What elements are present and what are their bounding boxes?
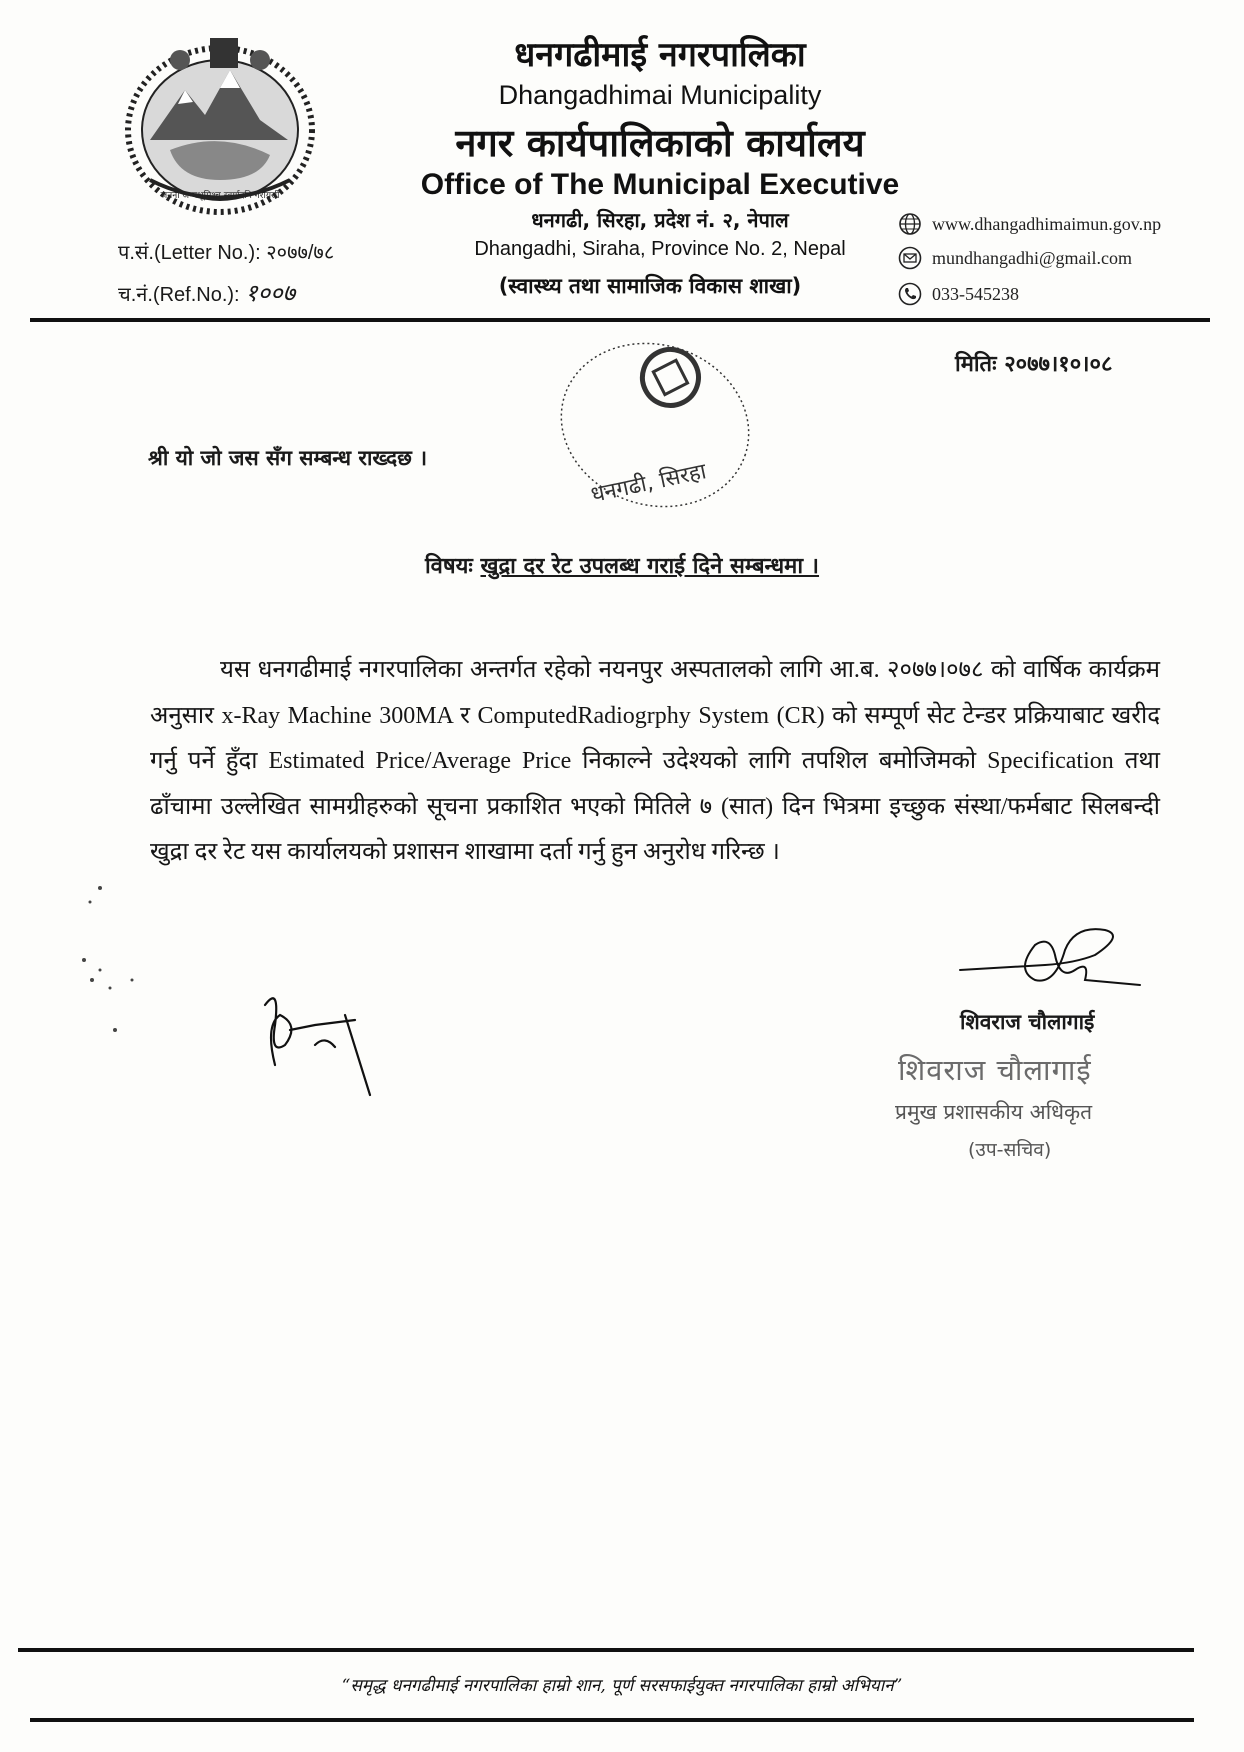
email-text: mundhangadhi@gmail.com: [932, 247, 1133, 268]
letter-subject: [0, 550, 1244, 580]
signatory-stamp-title: प्रमुख प्रशासकीय अधिकृत: [895, 1100, 1093, 1124]
address-en: Dhangadhi, Siraha, Province No. 2, Nepal: [474, 238, 846, 260]
office-seal-stamp: [545, 325, 765, 525]
reference-number-value: १००७: [245, 279, 296, 307]
letter-date: मितिः २०७७।१०।०८: [955, 352, 1113, 377]
website-text: www.dhangadhimaimun.gov.np: [932, 213, 1162, 234]
footer-divider-top: [18, 1648, 1194, 1652]
initials-signature: [255, 985, 405, 1105]
reference-number-label: च.नं.(Ref.No.):: [118, 284, 240, 306]
header-divider: [30, 318, 1210, 322]
signatory-stamp-rank: (उप-सचिव): [968, 1139, 1052, 1161]
letter-number-value: २०७७/७८: [266, 242, 335, 264]
official-signature: [955, 925, 1145, 1005]
letter-number: [118, 238, 334, 265]
contact-email: [898, 246, 1132, 270]
contact-phone: [898, 282, 1019, 306]
office-name-en: Office of The Municipal Executive: [420, 168, 900, 201]
section-name: (स्वास्थ्य तथा सामाजिक विकास शाखा): [498, 274, 802, 298]
office-name-np: नगर कार्यपालिकाको कार्यालय: [455, 121, 865, 165]
globe-icon: [898, 212, 922, 236]
mail-icon: [898, 246, 922, 270]
contact-website: [898, 212, 1161, 236]
municipality-name-en: Dhangadhimai Municipality: [498, 80, 822, 110]
footer-divider-bottom: [30, 1718, 1194, 1722]
subject-text: खुद्रा दर रेट उपलब्ध गराई दिने सम्बन्धमा ।: [480, 554, 820, 579]
footer-slogan: “समृद्ध धनगढीमाई नगरपालिका हाम्रो शान, पूर्ण सरसफाईयुक्त नगरपालिका हाम्रो अभियान”: [341, 1676, 903, 1696]
subject-label: विषयः: [424, 554, 473, 579]
signatory-stamp-name: शिवराज चौलागाई: [898, 1053, 1092, 1087]
municipality-name-np: धनगढीमाई नगरपालिका: [514, 35, 806, 75]
signatory-name: शिवराज चौलागाई: [960, 1010, 1095, 1034]
letter-body: यस धनगढीमाई नगरपालिका अन्तर्गत रहेको नयनपुर अस्पतालको लागि आ.ब. २०७७।०७८ को वार्षिक कार्यक्रम अनुसार x-Ray Machine 300MA र ComputedRadiogrphy System (CR) को सम्पूर्ण सेट टेन्डर प्रक्रियाबाट खरीद गर्नु पर्ने हुँदा Estimated Price/Average Price निकाल्ने उदेश्यको लागि तपशिल बमोजिमको Specification तथा ढाँचामा उल्लेखित सामग्रीहरुको सूचना प्रकाशित भएको मितिले ७ (सात) दिन भित्रमा इच्छुक संस्था/फर्मबाट सिलबन्दी खुद्रा दर रेट यस कार्यालयको प्रशासन शाखामा दर्ता गर्नु हुन अनुरोध गरिन्छ ।: [150, 657, 1160, 865]
emblem-motto: जननी जन्मभूमिश्च स्वर्गादपि गरीयसी: [160, 191, 280, 201]
phone-icon: [898, 282, 922, 306]
address-np: धनगढी, सिरहा, प्रदेश नं. २, नेपाल: [531, 208, 789, 232]
scan-noise: [70, 880, 160, 1040]
reference-number: [118, 276, 295, 309]
nepal-emblem-logo: [110, 30, 330, 220]
addressee: श्री यो जो जस सँग सम्बन्ध राख्दछ ।: [148, 446, 428, 470]
letter-number-label: प.सं.(Letter No.):: [118, 242, 261, 264]
phone-text: 033-545238: [932, 283, 1019, 304]
office-seal-text: धनगढी, सिरहा: [588, 459, 709, 509]
